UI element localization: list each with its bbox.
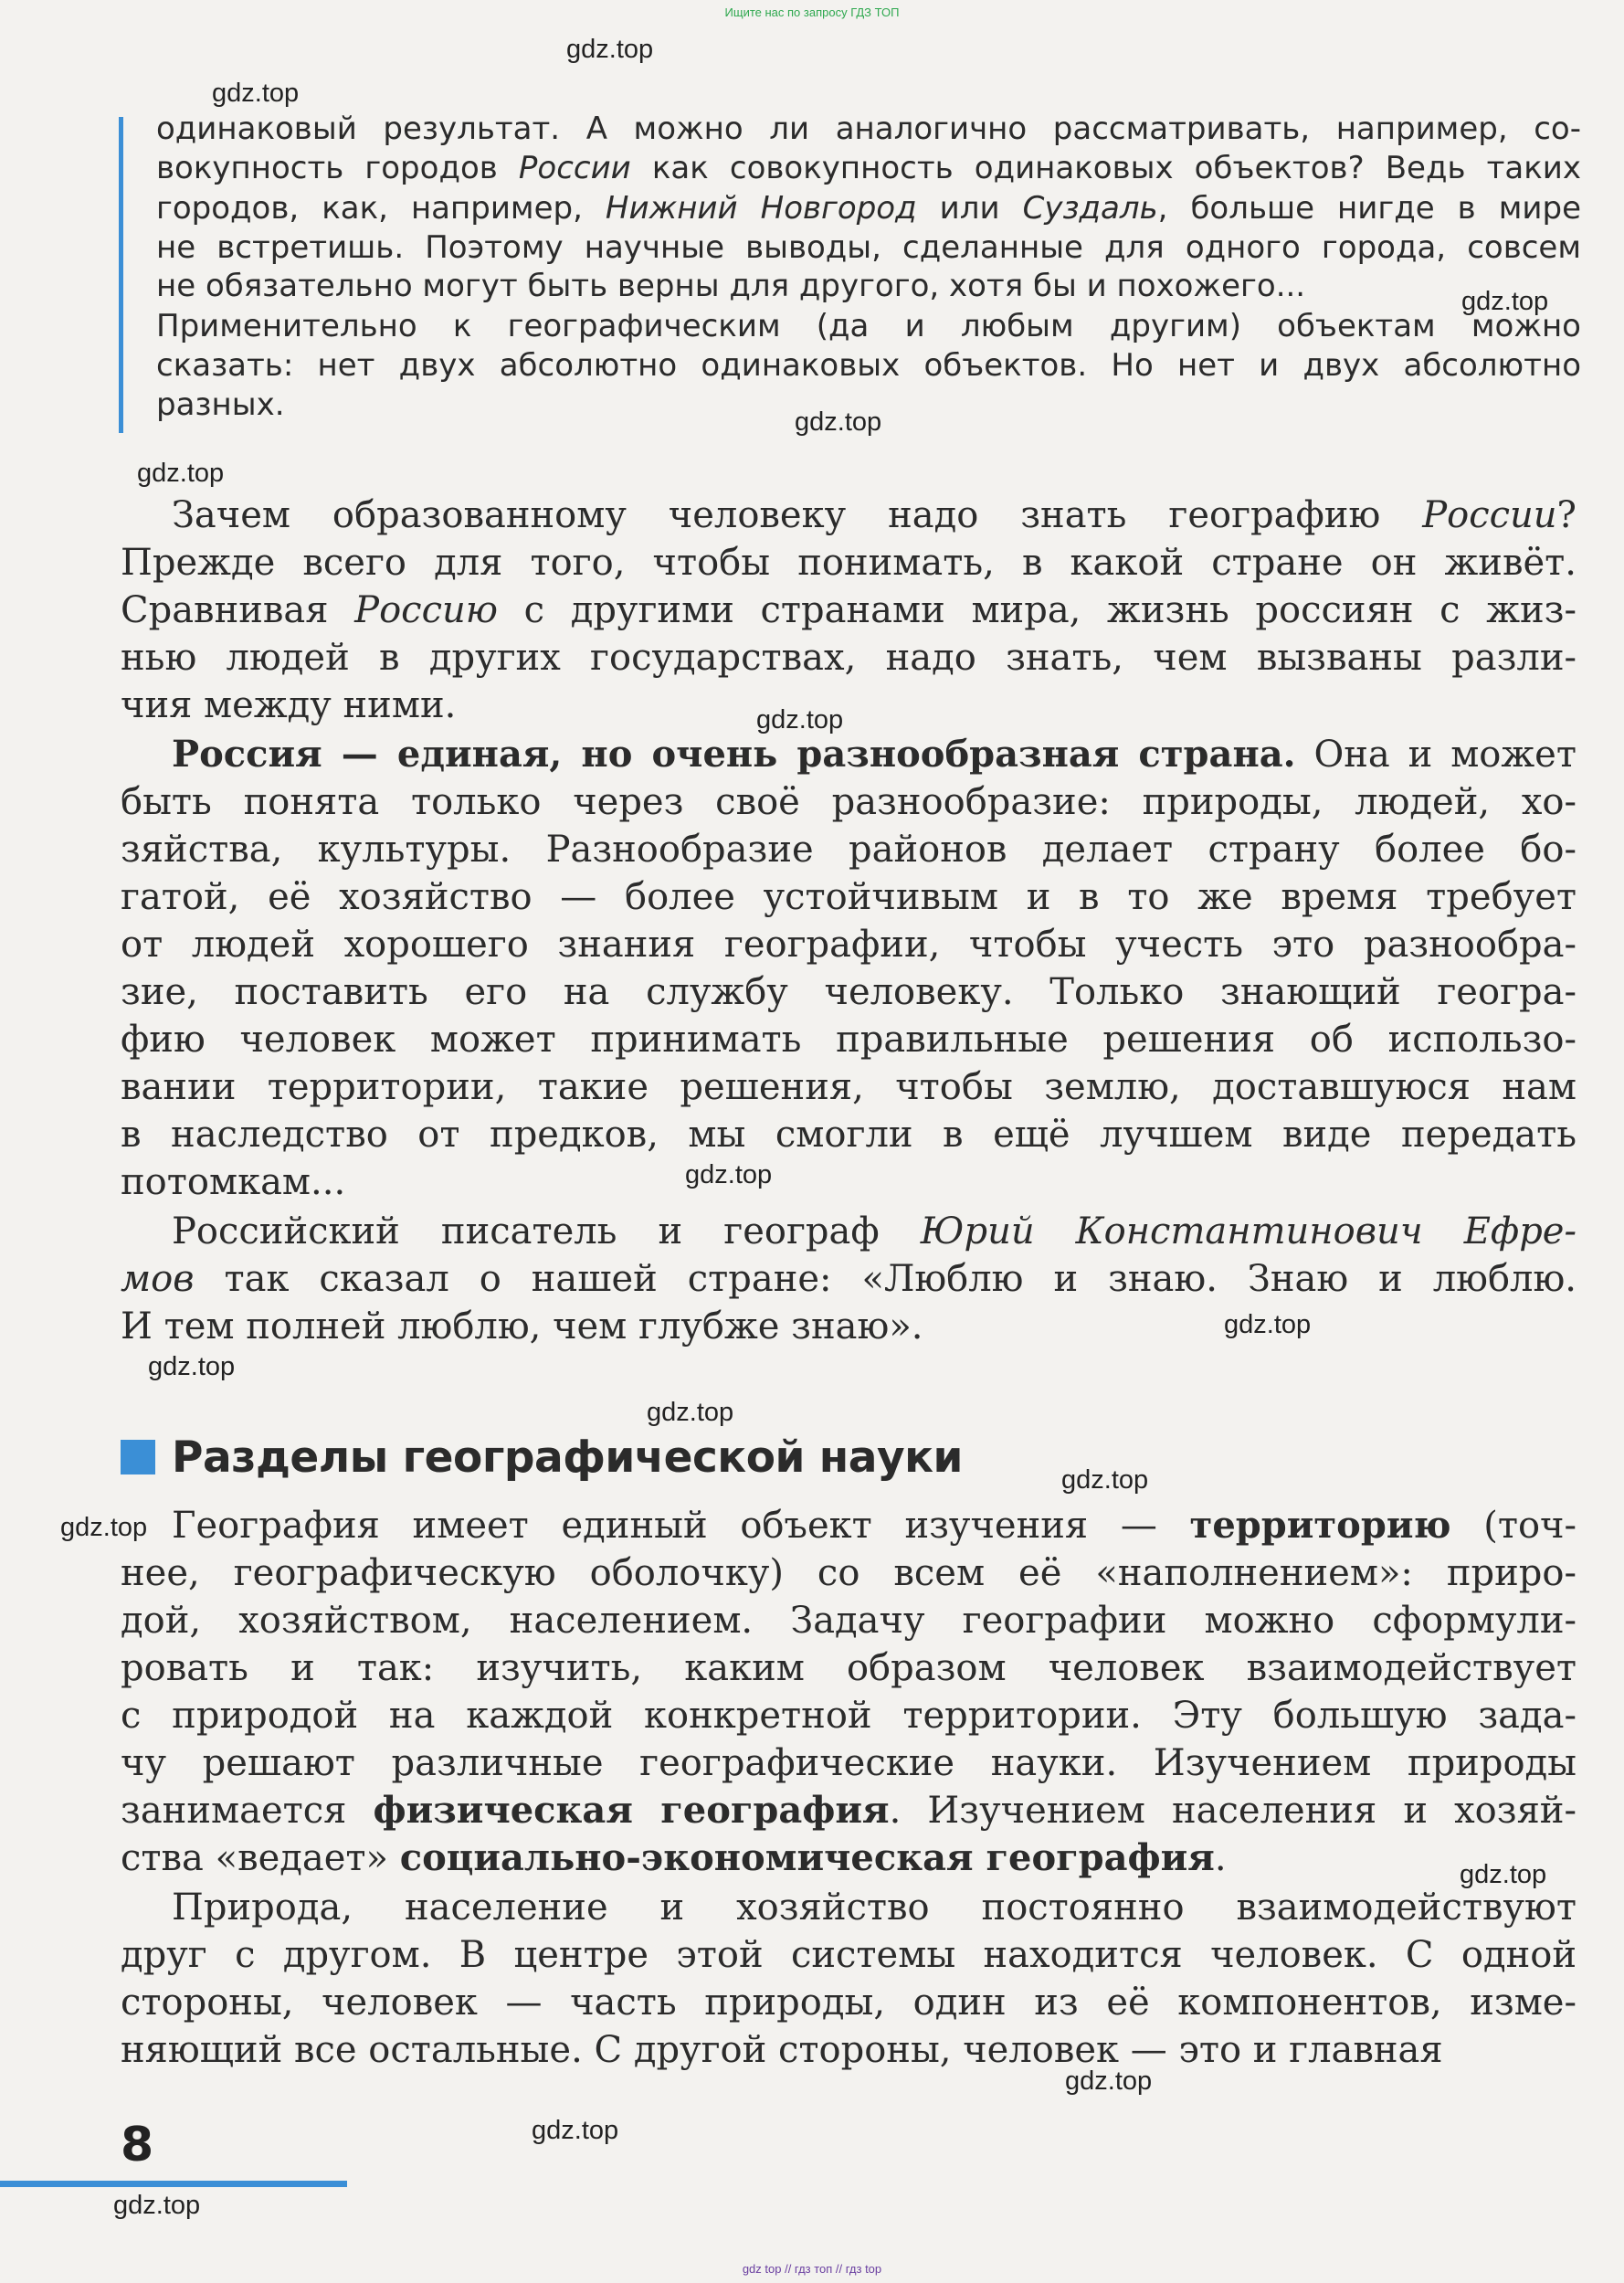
paragraph-line [121, 1502, 1577, 1549]
text-segment: с другими странами мира, жизнь россиян с жиз- [497, 589, 1577, 631]
paragraph-line: друг с другом. В центре этой системы находится человек. С одной [121, 1934, 1577, 1976]
watermark-text: gdz.top [756, 705, 844, 735]
text-segment: Российский писатель и географ [172, 1210, 921, 1252]
paragraph-line: потомкам... [121, 1161, 346, 1203]
page-number-bar [0, 2181, 347, 2187]
page-number: 8 [121, 2118, 154, 2172]
paragraph-line: стороны, человек — часть природы, один из её компонентов, изме- [121, 1982, 1577, 2024]
paragraph-line: дой, хозяйством, населением. Задачу географии можно сформули- [121, 1600, 1577, 1642]
text-segment: занимается [121, 1790, 374, 1832]
text-segment: , больше нигде в мире [1157, 189, 1581, 227]
paragraph-line: быть понята только через своё разнообразие: природы, людей, хо- [121, 781, 1577, 823]
text-segment: как совокупность одинаковых объектов? Ведь таких [630, 149, 1581, 186]
text-segment: География имеет единый объект изучения — [172, 1505, 1190, 1547]
text-segment: вокупность городов [156, 149, 519, 186]
paragraph-line [121, 731, 1577, 778]
side-note-line: Применительно к географическим (да и любым другим) объектам можно [156, 308, 1581, 345]
paragraph-line: зие, поставить его на службу человеку. Только знающий геогра- [121, 971, 1577, 1013]
italic-term: России [518, 149, 631, 186]
watermark-text: gdz.top [647, 1398, 734, 1427]
watermark-text: gdz.top [1461, 287, 1549, 316]
paragraph-line: ровать и так: изучить, каким образом человек взаимодействует [121, 1647, 1577, 1689]
watermark-text: gdz.top [1224, 1310, 1312, 1339]
paragraph-line: от людей хорошего знания географии, чтобы учесть это разнообра- [121, 924, 1577, 966]
text-segment: Сравнивая [121, 589, 355, 631]
watermark-text: gdz.top [148, 1352, 236, 1381]
paragraph-line: Природа, население и хозяйство постоянно взаимодействуют [172, 1887, 1577, 1929]
heading-marker-icon [121, 1440, 155, 1474]
header-note: Ищите нас по запросу ГДЗ ТОП [724, 5, 900, 19]
paragraph-line: чия между ними. [121, 684, 457, 726]
text-segment: . Изучением населения и хозяй- [889, 1790, 1577, 1832]
italic-term: Россию [354, 589, 498, 631]
paragraph-line [121, 1255, 1577, 1303]
watermark-text: gdz.top [1460, 1860, 1547, 1889]
paragraph-line: с природой на каждой конкретной территории. Эту большую зада- [121, 1695, 1577, 1737]
watermark-text: gdz.top [1061, 1465, 1149, 1495]
watermark-text: gdz.top [532, 2116, 619, 2145]
bold-term: территорию [1189, 1504, 1451, 1547]
watermark-text: gdz.top [685, 1160, 773, 1189]
italic-term: Суздаль [1022, 189, 1158, 227]
paragraph-line [121, 1834, 1577, 1882]
paragraph-line: нее, географическую оболочку) со всем её «наполнением»: приро- [121, 1552, 1577, 1594]
paragraph-line: фию человек может принимать правильные решения об использо- [121, 1019, 1577, 1061]
paragraph-line [121, 1787, 1577, 1834]
paragraph-line: И тем полней люблю, чем глубже знаю». [121, 1305, 923, 1348]
paragraph-line [121, 1208, 1577, 1255]
paragraph-line: чу решают различные географические науки. Изучением природы [121, 1742, 1577, 1784]
paragraph-line [121, 587, 1577, 634]
italic-term: мов [121, 1258, 195, 1300]
text-segment: ? [1556, 494, 1577, 536]
bold-term: физическая география [373, 1789, 890, 1832]
paragraph-line: вании территории, такие решения, чтобы землю, доставшуюся нам [121, 1066, 1577, 1108]
side-note-line [156, 149, 1581, 187]
italic-term: Юрий Константинович Ефре- [920, 1210, 1577, 1252]
text-segment: ства «ведает» [121, 1837, 400, 1879]
bold-term: Россия — единая, но очень разнообразная страна. [172, 733, 1296, 776]
paragraph-line: гатой, её хозяйство — более устойчивым и в то же время требует [121, 876, 1577, 918]
watermark-text: gdz.top [566, 35, 654, 64]
text-segment: Она и может [1295, 734, 1577, 776]
side-note-line: не встретишь. Поэтому научные выводы, сделанные для одного города, совсем [156, 228, 1581, 266]
watermark-text: gdz.top [113, 2191, 201, 2220]
section-heading-text: Разделы географической науки [172, 1432, 963, 1483]
italic-term: России [1422, 494, 1557, 536]
side-note-line: сказать: нет двух абсолютно одинаковых объектов. Но нет и двух абсолютно [156, 347, 1581, 385]
text-segment: . [1214, 1837, 1227, 1879]
text-segment: так сказал о нашей стране: «Люблю и знаю. Знаю и люблю. [194, 1258, 1577, 1300]
section-heading [121, 1430, 963, 1485]
side-note-line [156, 189, 1581, 227]
text-segment: городов, как, например, [156, 189, 606, 227]
watermark-text: gdz.top [137, 459, 225, 488]
bold-term: социально-экономическая география [399, 1836, 1215, 1879]
paragraph-line [121, 491, 1577, 539]
side-note-line: одинаковый результат. А можно ли аналогично рассматривать, например, со- [156, 111, 1581, 147]
watermark-text: gdz.top [795, 407, 882, 437]
italic-term: Нижний Новгород [605, 189, 917, 227]
footer-note: gdz top // гдз топ // гдз top [742, 2262, 882, 2276]
text-segment: Зачем образованному человеку надо знать географию [172, 494, 1423, 536]
text-segment: или [916, 189, 1023, 227]
paragraph-line: Прежде всего для того, чтобы понимать, в какой стране он живёт. [121, 542, 1577, 584]
side-note-line: не обязательно могут быть верны для другого, хотя бы и похожего... [156, 268, 1306, 305]
text-segment: (точ- [1450, 1505, 1577, 1547]
paragraph-line: в наследство от предков, мы смогли в ещё лучшем виде передать [121, 1114, 1577, 1156]
side-note-line: разных. [156, 386, 285, 423]
watermark-text: gdz.top [60, 1513, 148, 1542]
side-note [119, 111, 1581, 433]
paragraph-line: зяйства, культуры. Разнообразие районов делает страну более бо- [121, 829, 1577, 871]
paragraph-line: няющий все остальные. С другой стороны, человек — это и главная [121, 2029, 1443, 2071]
watermark-text: gdz.top [1065, 2066, 1153, 2096]
watermark-text: gdz.top [212, 79, 300, 108]
paragraph-line: нью людей в других государствах, надо знать, чем вызваны разли- [121, 637, 1577, 679]
